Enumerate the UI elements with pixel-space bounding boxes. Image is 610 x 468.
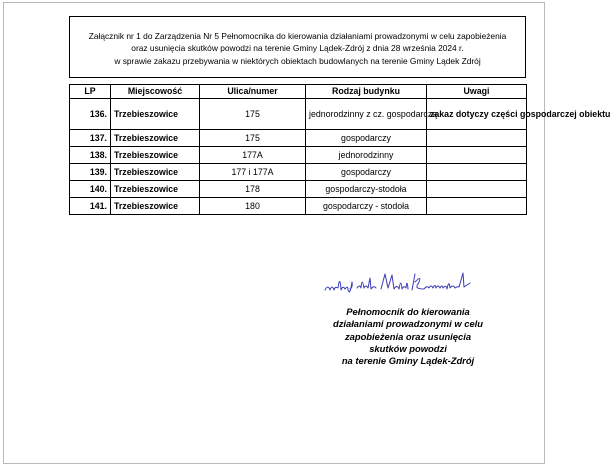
col-header-lp: LP	[70, 85, 111, 99]
cell-rodzaj: jednorodzinny z cz. gospodarczą	[306, 99, 427, 130]
cell-lp: 141.	[70, 198, 111, 215]
cell-uwagi	[427, 130, 527, 147]
cell-miejscowosc: Trzebieszowice	[111, 130, 200, 147]
table-header-row	[70, 85, 527, 99]
cell-miejscowosc: Trzebieszowice	[111, 147, 200, 164]
cell-rodzaj: jednorodzinny	[306, 147, 427, 164]
col-header-ulica: Ulica/numer	[200, 85, 306, 99]
table-row	[70, 99, 527, 130]
cell-lp: 136.	[70, 99, 111, 130]
table-row	[70, 147, 527, 164]
cell-lp: 137.	[70, 130, 111, 147]
handwritten-signature	[323, 270, 503, 300]
cell-uwagi	[427, 147, 527, 164]
cell-rodzaj: gospodarczy	[306, 164, 427, 181]
col-header-uwagi: Uwagi	[427, 85, 527, 99]
cell-rodzaj: gospodarczy	[306, 130, 427, 147]
cell-ulica: 178	[200, 181, 306, 198]
col-header-miejscowosc: Miejscowość	[111, 85, 200, 99]
cell-uwagi	[427, 181, 527, 198]
signature-line-5: na terenie Gminy Lądek-Zdrój	[341, 355, 475, 367]
header-line-3: w sprawie zakazu przebywania w niektórych obiektach budowlanych na terenie Gminy Lądek Zdrój	[114, 55, 481, 66]
cell-lp: 138.	[70, 147, 111, 164]
cell-uwagi	[427, 164, 527, 181]
cell-rodzaj: gospodarczy - stodoła	[306, 198, 427, 215]
cell-miejscowosc: Trzebieszowice	[111, 164, 200, 181]
table-row	[70, 164, 527, 181]
signature-line-2: działaniami prowadzonymi w celu	[332, 318, 484, 330]
cell-ulica: 175	[200, 99, 306, 130]
table-row	[70, 130, 527, 147]
cell-uwagi: zakaz dotyczy części gospodarczej obiektu	[427, 99, 527, 130]
cell-lp: 140.	[70, 181, 111, 198]
header-line-2: oraz usunięcia skutków powodzi na terenie Gminy Lądek-Zdrój z dnia 28 września 2024 r.	[131, 43, 464, 54]
table-row	[70, 198, 527, 215]
col-header-rodzaj: Rodzaj budynku	[306, 85, 427, 99]
signature-block	[303, 306, 513, 367]
cell-miejscowosc: Trzebieszowice	[111, 99, 200, 130]
cell-miejscowosc: Trzebieszowice	[111, 198, 200, 215]
table-row	[70, 181, 527, 198]
cell-uwagi	[427, 198, 527, 215]
cell-ulica: 177 i 177A	[200, 164, 306, 181]
signature-line-4: skutków powodzi	[369, 342, 447, 354]
cell-ulica: 180	[200, 198, 306, 215]
cell-lp: 139.	[70, 164, 111, 181]
cell-miejscowosc: Trzebieszowice	[111, 181, 200, 198]
document-header	[69, 16, 526, 78]
cell-ulica: 175	[200, 130, 306, 147]
cell-rodzaj: gospodarczy-stodoła	[306, 181, 427, 198]
cell-ulica: 177A	[200, 147, 306, 164]
signature-line-3: zapobieżenia oraz usunięcia	[344, 330, 472, 342]
header-line-1: Załącznik nr 1 do Zarządzenia Nr 5 Pełnomocnika do kierowania działaniami prowadzonymi w celu zapobieżenia	[88, 31, 507, 41]
buildings-table	[69, 84, 610, 215]
signature-line-1: Pełnomocnik do kierowania	[346, 306, 470, 317]
